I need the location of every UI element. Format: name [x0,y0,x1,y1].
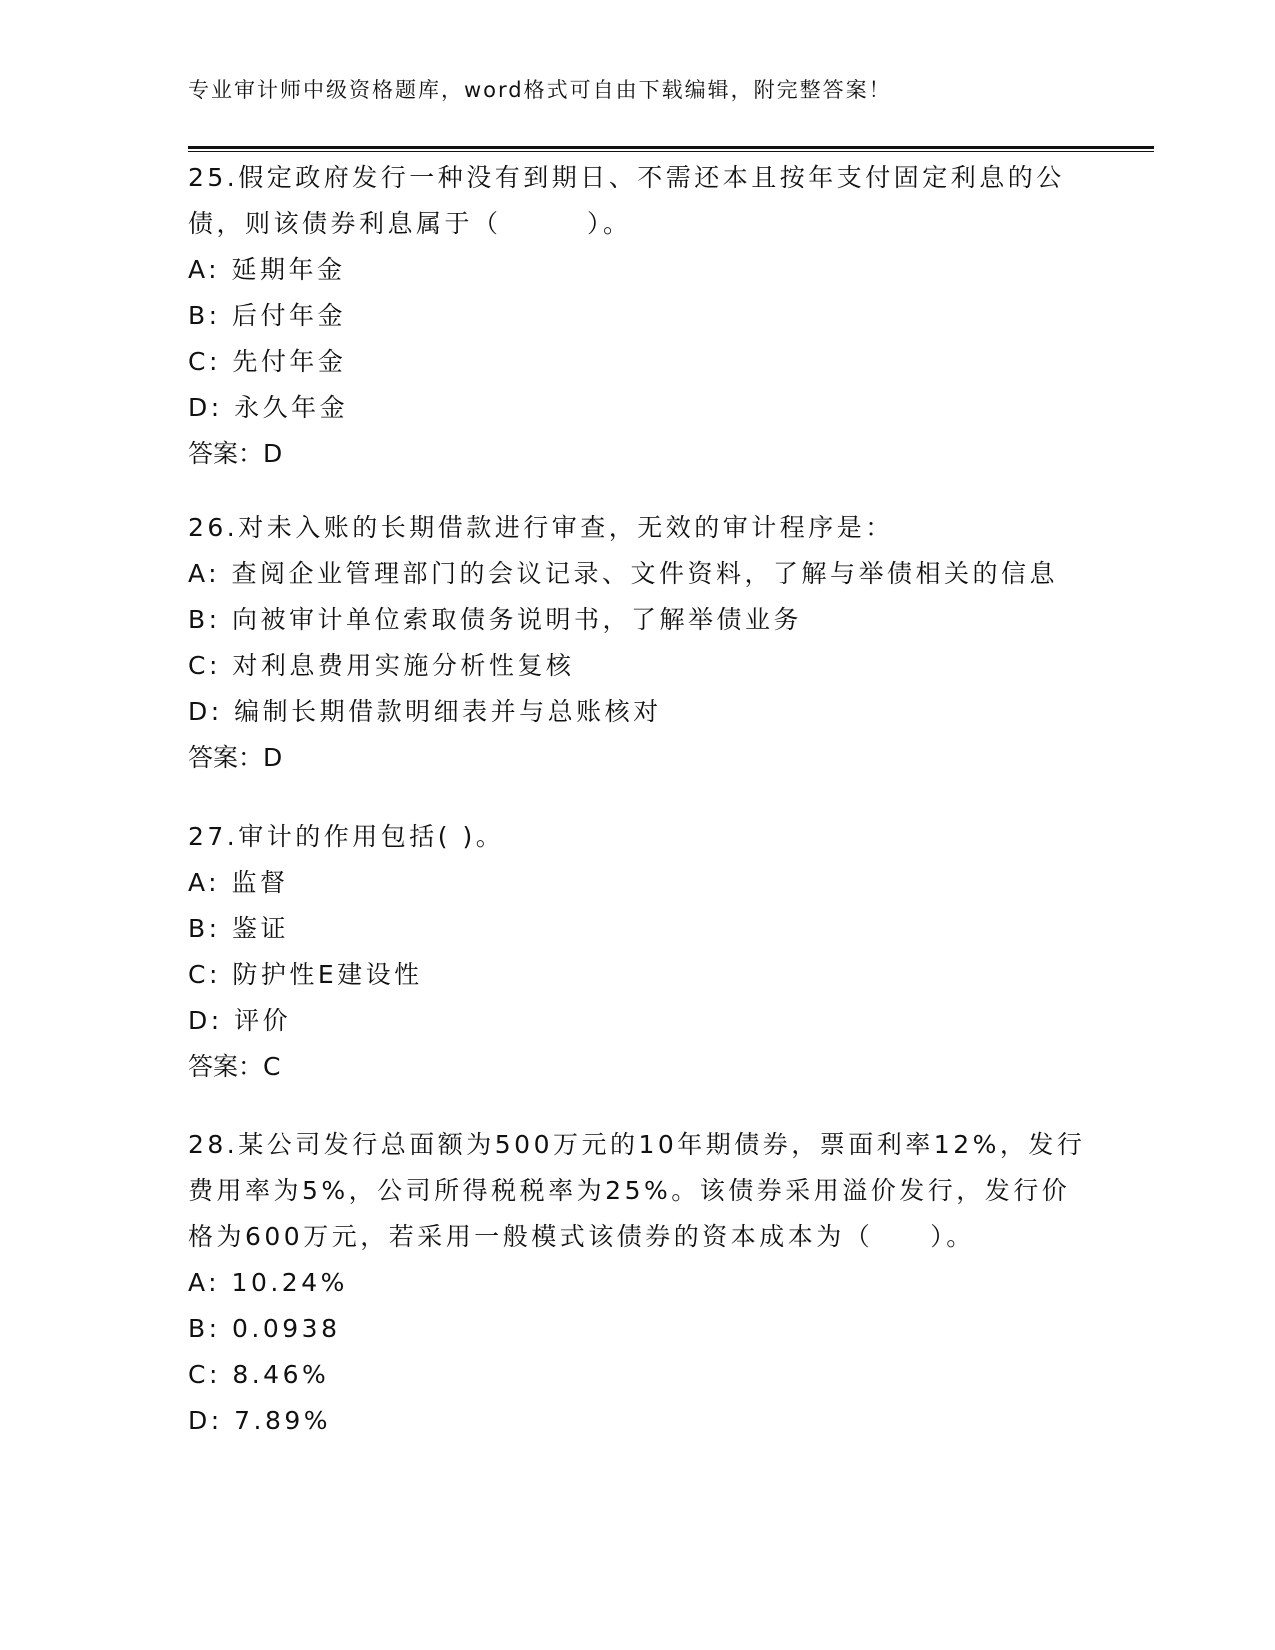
option-a: A: 10.24% [188,1268,348,1297]
answer-text: 答案：C [188,1052,281,1081]
answer-text: 答案：D [188,743,283,772]
option-c: C: 对利息费用实施分析性复核 [188,651,575,680]
option-b: B: 0.0938 [188,1314,341,1343]
question-26 [188,505,1088,781]
option-d: D: 7.89% [188,1406,332,1435]
header-rule-thick [188,146,1154,149]
question-28 [188,1122,1088,1444]
option-d: D: 编制长期借款明细表并与总账核对 [188,697,662,726]
option-a: A: 查阅企业管理部门的会议记录、文件资料，了解与举债相关的信息 [188,559,1059,588]
question-27 [188,814,1088,1090]
header-rule-thin [188,151,1154,152]
option-d: D: 评价 [188,1006,292,1035]
option-a: A: 延期年金 [188,255,346,284]
option-c: C: 防护性E建设性 [188,960,423,989]
question-25 [188,155,1088,477]
option-b: B: 向被审计单位索取债务说明书，了解举债业务 [188,605,803,634]
question-stem: 26.对未入账的长期借款进行审查，无效的审计程序是： [188,513,894,542]
answer-text: 答案：D [188,439,283,468]
option-b: B: 后付年金 [188,301,347,330]
option-d: D: 永久年金 [188,393,349,422]
page-header-text: 专业审计师中级资格题库，word格式可自由下载编辑，附完整答案！ [188,78,892,102]
option-c: C: 8.46% [188,1360,330,1389]
option-b: B: 鉴证 [188,914,290,943]
option-c: C: 先付年金 [188,347,347,376]
question-stem: 25.假定政府发行一种没有到期日、不需还本且按年支付固定利息的公债，则该债券利息属于（ ）。 [188,163,1065,238]
option-a: A: 监督 [188,868,289,897]
question-stem: 27.审计的作用包括( )。 [188,822,505,851]
question-stem: 28.某公司发行总面额为500万元的10年期债券，票面利率12%，发行费用率为5%，公司所得税税率为25%。该债券采用溢价发行，发行价格为600万元，若采用一般模式该债券的资本成本为（ ）。 [188,1130,1086,1251]
